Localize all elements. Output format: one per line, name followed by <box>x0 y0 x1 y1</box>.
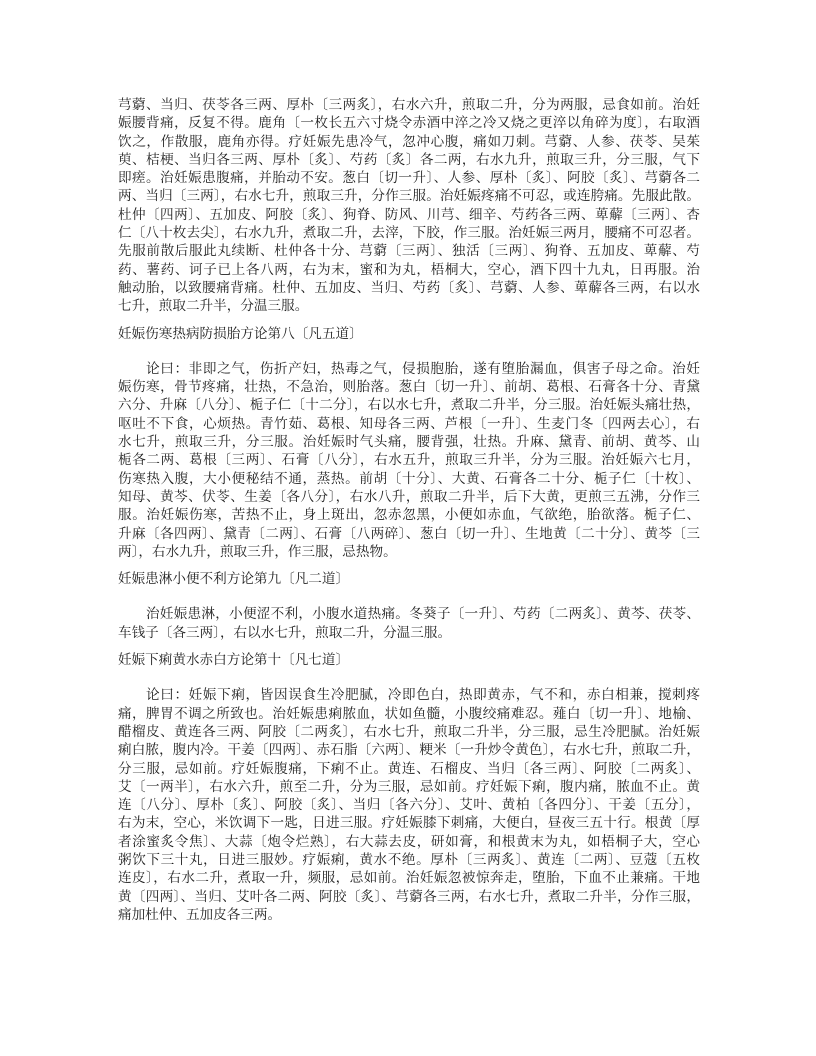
text-line: 痛，脾胃不调之所致也。治妊娠患痢脓血，状如鱼髓，小腹绞痛难忍。薤白〔切一升〕、地榆、 <box>118 705 700 722</box>
text-line: 药、薯药、诃子已上各八两，右为末，蜜和为丸，梧桐大，空心，酒下四十九丸，日再服。治 <box>118 261 700 278</box>
text-line: 连皮〕，右水二升，煮取一升，频服，忌如前。治妊娠忽被惊奔走，堕胎，下血不止兼痛。干地 <box>118 870 700 887</box>
text-line: 分三服，忌如前。疗妊娠腹痛，下痢不止。黄连、石榴皮、当归〔各三两〕、阿胶〔二两炙〕、 <box>118 760 700 777</box>
text-line: 栀各二两、葛根〔三两〕、石膏〔八分〕，右水五升，煎取三升半，分为三服。治妊娠六七月， <box>118 452 700 469</box>
paragraph <box>118 605 700 642</box>
text-line: 右为末，空心，米饮调下一匙，日进三服。疗妊娠膝下刺痛，大便白，昼夜三五十行。根黄〔厚 <box>118 815 700 832</box>
document-body <box>118 96 700 924</box>
text-line: 知母、黄芩、伏苓、生姜〔各八分〕，右水八升，煎取二升半，后下大黄，更煎三五沸，分作三 <box>118 488 700 505</box>
text-line: 者涂蜜炙令焦〕、大蒜〔炮令烂熟〕，右大蒜去皮，研如膏，和根黄末为丸，如梧桐子大，空心 <box>118 833 700 850</box>
text-line: 仁〔八十枚去尖〕，右水九升，煮取二升，去滓，下胶，作三服。治妊娠三两月，腰痛不可忍者。 <box>118 225 700 242</box>
paragraph <box>118 686 700 924</box>
text-line: 先服前散后服此丸续断、杜仲各十分、芎藭〔三两〕、独活〔三两〕、狗脊、五加皮、萆薢、芍 <box>118 243 700 260</box>
section-heading: 妊娠患淋小便不利方论第九〔凡二道〕 <box>118 571 350 588</box>
text-line: 两、当归〔三两〕，右水七升，煎取三升，分作三服。治妊娠疼痛不可忍，或连胯痛。先服此散。 <box>118 188 700 205</box>
text-line: 艾〔一两半〕，右水六升，煎至二升，分为三服，忌如前。疗妊娠下痢，腹内痛，脓血不止。黄 <box>118 778 700 795</box>
paragraph <box>118 96 700 316</box>
section-heading: 妊娠伤寒热病防损胎方论第八〔凡五道〕 <box>118 325 363 342</box>
text-line: 两〕，右水九升，煎取三升，作三服，忌热物。 <box>118 543 397 560</box>
section-heading: 妊娠下痢黄水赤白方论第十〔凡七道〕 <box>118 652 350 669</box>
text-line: 车钱子〔各三两〕，右以水七升，煎取二升，分温三服。 <box>118 624 452 641</box>
text-line: 论曰：非即之气，伤折产妇，热毒之气，侵损胞胎，遂有堕胎漏血，俱害子母之命。治妊 <box>146 360 700 377</box>
text-line: 醋榴皮、黄连各三两、阿胶〔二两炙〕，右水七升，煎取二升半，分三服，忌生冷肥腻。治妊娠 <box>118 723 700 740</box>
text-line: 粥饮下三十丸，日进三服妙。疗娠痢，黄水不绝。厚朴〔三两炙〕、黄连〔二两〕、豆蔻〔五枚 <box>118 851 700 868</box>
text-line: 论曰：妊娠下痢，皆因误食生冷肥腻，冷即色白，热即黄赤，气不和，赤白相兼，搅刺疼 <box>146 687 700 704</box>
text-line: 升麻〔各四两〕、黛青〔二两〕、石膏〔八两碎〕、葱白〔切一升〕、生地黄〔二十分〕、黄芩〔三 <box>118 525 700 542</box>
text-line: 呕吐不下食，心烦热。青竹茹、葛根、知母各三两、芦根〔一升〕、生麦门冬〔四两去心〕，右 <box>118 415 700 432</box>
text-line: 即瘥。治妊娠患腹痛，并胎动不安。葱白〔切一升〕、人参、厚朴〔炙〕、阿胶〔炙〕、芎藭各二 <box>118 170 700 187</box>
paragraph <box>118 360 700 561</box>
text-line: 服。治妊娠伤寒，苦热不止，身上斑出，忽赤忽黑，小便如赤血，气欲绝，胎欲落。栀子仁、 <box>118 507 700 524</box>
text-line: 娠伤寒，骨节疼痛，壮热，不急治，则胎落。葱白〔切一升〕、前胡、葛根、石膏各十分、青黛 <box>118 379 700 396</box>
text-line: 六分、升麻〔八分〕、栀子仁〔十二分〕，右以水七升，煮取二升半，分三服。治妊娠头痛壮热， <box>118 397 700 414</box>
text-line: 杜仲〔四两〕、五加皮、阿胶〔炙〕、狗脊、防风、川芎、细辛、芍药各三两、萆薢〔三两〕、杏 <box>118 206 700 223</box>
text-line: 水七升，煎取三升，分三服。治妊娠时气头痛，腰背强，壮热。升麻、黛青、前胡、黄芩、山 <box>118 434 700 451</box>
text-line: 娠腰背痛，反复不得。鹿角〔一枚长五六寸烧令赤酒中淬之冷又烧之更淬以角碎为度〕，右取酒 <box>118 115 700 132</box>
text-line: 治妊娠患淋，小便涩不利，小腹水道热痛。冬葵子〔一升〕、芍药〔二两炙〕、黄芩、茯苓、 <box>146 606 700 623</box>
text-line: 黄〔四两〕、当归、艾叶各二两、阿胶〔炙〕、芎藭各三两，右水七升，煮取二升半，分作三服， <box>118 888 700 905</box>
text-line: 触动胎，以致腰痛背痛。杜仲、五加皮、当归、芍药〔炙〕、芎藭、人参、萆薢各三两，右以水 <box>118 279 700 296</box>
text-line: 痢白脓，腹内冷。干姜〔四两〕、赤石脂〔六两〕、粳米〔一升炒令黄色〕，右水七升，煎取二升， <box>118 742 700 759</box>
text-line: 连〔八分〕、厚朴〔炙〕、阿胶〔炙〕、当归〔各六分〕、艾叶、黄柏〔各四分〕、干姜〔五分〕， <box>118 797 700 814</box>
text-line: 伤寒热入腹，大小便秘结不通，蒸热。前胡〔十分〕、大黄、石膏各二十分、栀子仁〔十枚〕、 <box>118 470 700 487</box>
text-line: 痛加杜仲、五加皮各三两。 <box>118 906 282 923</box>
text-line: 七升，煎取二升半，分温三服。 <box>118 298 309 315</box>
text-line: 芎藭、当归、茯苓各三两、厚朴〔三两炙〕，右水六升，煎取二升，分为两服，忌食如前。治妊 <box>118 97 700 113</box>
text-line: 饮之，作散服，鹿角亦得。疗妊娠先患冷气，忽冲心腹，痛如刀刺。芎藭、人参、茯苓、吴茱 <box>118 133 700 150</box>
text-line: 萸、桔梗、当归各三两、厚朴〔炙〕、芍药〔炙〕各二两，右水九升，煎取三升，分三服，气下 <box>118 151 700 168</box>
